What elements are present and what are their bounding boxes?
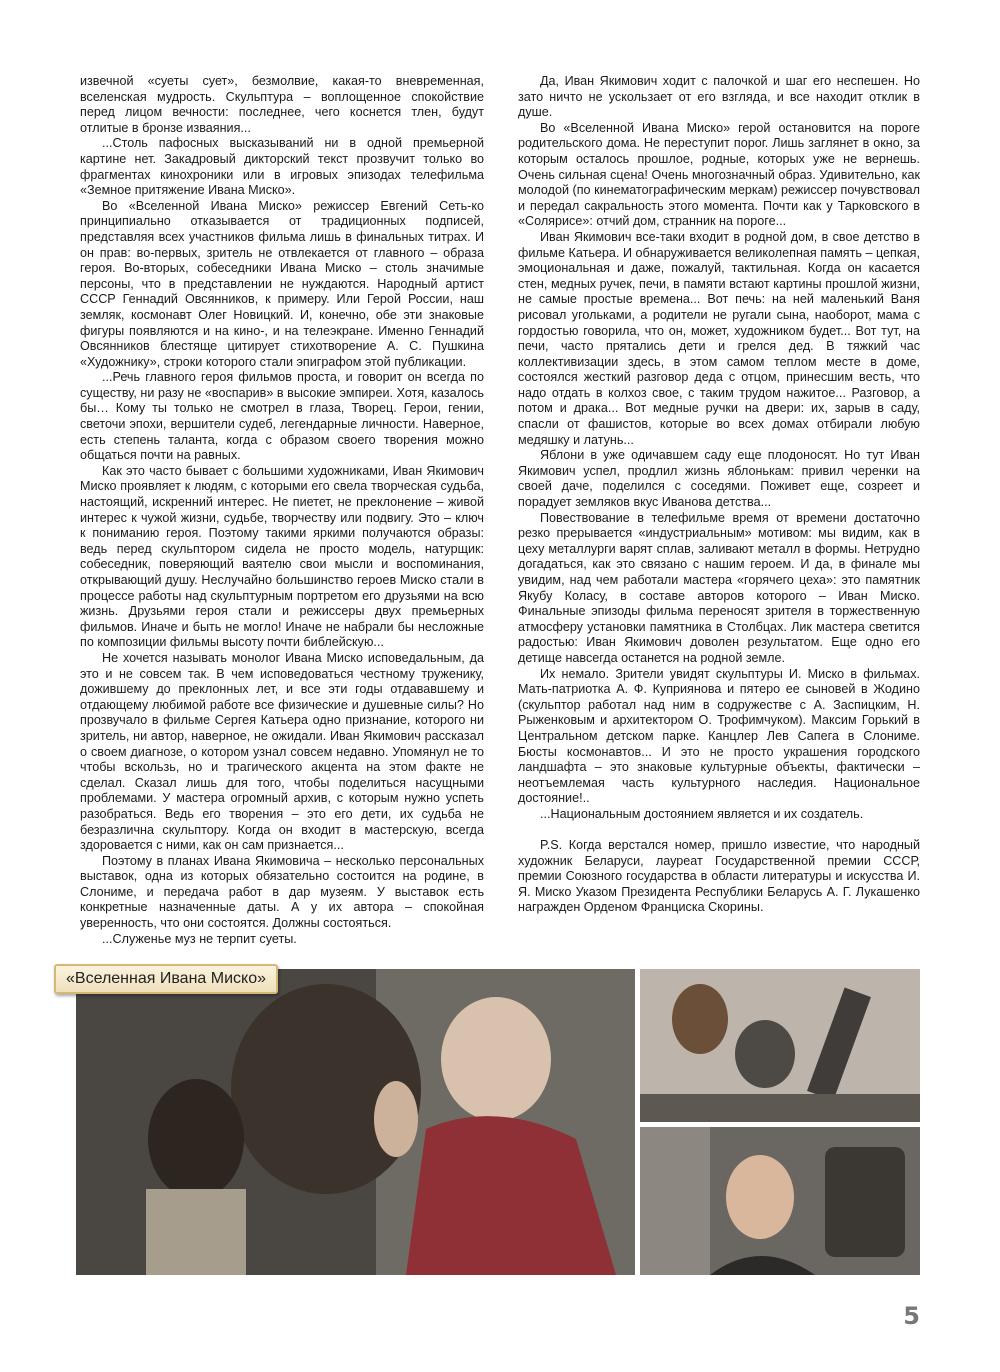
bust-pedestal [146,1189,246,1275]
photo-cosmonaut-illustration [640,969,920,1122]
article-column-left [80,74,484,947]
photo-caption-tag: «Вселенная Ивана Миско» [54,964,278,994]
article-column-right [518,74,920,916]
paragraph: ...Столь пафосных высказываний ни в одной премьерной картине нет. Закадровый дикторский текст прозвучит только во фрагментах кинохроники или в игровых эпизодах телефильма «Земное притяжение Ивана Миско». [80,136,484,198]
paragraph: Повествование в телефильме время от времени достаточно резко прерывается «индустриальным» мотивом: мы видим, как в цеху металлурги варят сплав, заливают металл в формы. Нетрудно догадаться, как это связано с нашим героем. И да, в финале мы увидим, над чем работали мастера «горячего цеха»: это памятник Якубу Коласу, в составе авторов которого – Иван Миско. Финальные эпизоды фильма переносят зрителя в торжественную атмосферу установки памятника в Столбцах. Лик мастера светится радостью: Иван Якимович доволен результатом. Еще одно его детище навсегда останется на родной земле. [518,510,920,665]
bust-head [672,984,728,1054]
sculptor-face [441,997,551,1121]
paragraph: Да, Иван Якимович ходит с палочкой и шаг его неспешен. Но зато ничто не ускользает от его взгляда, и все находит отклик в душе. [518,74,920,120]
plaster-relief [640,1127,710,1275]
photo-director-portrait [640,1127,920,1275]
paragraph: Иван Якимович все-таки входит в родной дом, в свое детство в фильме Катьера. И обнаруживается великолепная память – цепкая, эмоциональная и даже, пожалуй, тактильная. Когда он касается стен, медных ручек, печи, в памяти встают картины прошлой жизни, не самые простые времена... Вот печь: на ней маленький Ваня рисовал угольками, а родители не ругали сына, наоборот, мама с гордостью говорила, что он, может, художником будет... Вот тут, на печи, часто прятались дети и грелся дед. В тяжкий час коллективизации здесь, в этом самом теплом месте в доме, состоялся жесткий разговор деда с отцом, принесшим весть, что надо отдать в колхоз свое, с таким трудом нажитое... Разговор, а потом и драка... Вот медные ручки на двери: их, зарыв в саду, спасли от фашистов, которые во всех домах отбирали любую медяшку и латунь... [518,229,920,447]
photo-sculptor-with-busts [76,969,635,1275]
page-number: 5 [903,1302,920,1330]
paragraph: ...Национальным достоянием является и их создатель. [540,806,864,821]
paragraph: Яблони в уже одичавшем саду еще плодоносят. Но тут Иван Якимович успел, продлил жизнь яблонькам: привил черенки на своей даче, поделился с соседями. Поживет еще, созреет и порадует земляков вкус Иванова детства... [518,448,920,510]
paragraph: извечной «суеты сует», безмолвие, какая-то вневременная, вселенская мудрость. Скульптура – воплощенное спокойствие перед лицом вечности: последнее, чего коснется тлен, будут отлитые в бронзе изваяния... [80,74,484,135]
small-bust-head [148,1079,244,1199]
cosmonaut-helmet [735,1020,795,1088]
paragraph: Поэтому в планах Ивана Якимовича – несколько персональных выставок, одна из которых обязательно состоится на родине, в Слониме, и передача работ в дар музеям. У выставок есть конкретные назначенные даты. А у их автора – спокойная уверенность, что они состоятся. Должны состояться. [80,853,484,931]
postscript: P.S. Когда верстался номер, пришло известие, что народный художник Беларуси, лауреат Государственной премии СССР, премии Союзного государства в области литературы и искусства И. Я. Миско Указом Президента Республики Беларусь А. Г. Лукашенко награжден Орденом Франциска Скорины. [518,838,920,915]
bronze-relief [825,1147,905,1257]
photo-sculptor-illustration [76,969,635,1275]
work-table [640,1094,920,1122]
sculptor-hand [374,1081,418,1157]
paragraph: Как это часто бывает с большими художниками, Иван Якимович Миско проявляет к людям, с которыми его свела творческая судьба, настоящий, искренний интерес. Не пиетет, не преклонение – живой интерес к чужой жизни, судьбе, творчеству или подвигу. Это – ключ к пониманию героя. Поэтому такими яркими получаются образы: ведь перед скульптором сидела не просто модель, натурщик: собеседник, поверяющий ваятелю свои мысли и воспоминания, открывающий душу. Неслучайно большинство героев Миско стали в процессе работы над скульптурным портретом его друзьями на всю жизнь. Друзьями героя стали и режиссеры двух премьерных фильмов. Иначе и быть не могло! Иначе не набрали бы несложные по композиции фильмы высоту почти библейскую... [80,463,484,650]
paragraph: Во «Вселенной Ивана Миско» герой остановится на пороге родительского дома. Не переступит порог. Лишь заглянет в окно, за которым осталось прошлое, родные, которых уже не вернешь. Очень сильная сцена! Очень многозначный образ. Удивительно, как молодой (по кинематографическим меркам) режиссер почувствовал и передал сакральность этого момента. Почти как у Тарковского в «Солярисе»: отчий дом, странник на пороге... [518,120,920,229]
photo-cosmonaut-sculpture [640,969,920,1122]
director-face [726,1155,794,1239]
photo-director-illustration [640,1127,920,1275]
paragraph: ...Служенье муз не терпит суеты. [102,931,297,946]
paragraph: Их немало. Зрители увидят скульптуры И. Миско в фильмах. Мать-патриотка А. Ф. Куприянова и пятеро ее сыновей в Жодино (скульптор работал над ним в содружестве с А. Заспицким, Н. Рыженковым и архитектором О. Трофимчуком). Максим Горький в Центральном детском парке. Канцлер Лев Сапега в Слониме. Бюсты космонавтов... И это не просто украшения городского ландшафта – это знаковые культурные объекты, фактически – неотъемлемая часть культурного наследия. Национальное достояние!.. [518,666,920,806]
paragraph: Не хочется называть монолог Ивана Миско исповедальным, да это и не совсем так. В чем исповедоваться честному труженику, дожившему до преклонных лет, и все эти годы отдававшему и отдающему любимой работе все физические и душевные силы? Но прозвучало в фильме Сергея Катьера одно признание, которого ни зритель, ни автор, наверное, не ожидали. Иван Якимович рассказал о своем диагнозе, о котором узнал совсем недавно. Упомянул не то чтобы вскользь, но и трагического акцента на этом факте не сделал. Сказал лишь для того, чтобы поделиться насущными проблемами. У мастера огромный архив, с которым нужно успеть разобраться. Ведь его творения – это его дети, их судьба не безразлична скульптору. Когда он входит в мастерскую, всегда здоровается с ними, как он сам признается... [80,650,484,853]
paragraph: ...Речь главного героя фильмов проста, и говорит он всегда по существу, ни разу не «воспарив» в высокие эмпиреи. Хотя, казалось бы… Кому ты только не смотрел в глаза, Творец. Герои, гении, светочи эпохи, вершители судеб, легендарные личности. Наверное, есть степень таланта, когда с образом своего творения можно общаться почти на равных. [80,370,484,463]
paragraph: Во «Вселенной Ивана Миско» режиссер Евгений Сеть-ко принципиально отказывается от традиционных подписей, представляя всех участников фильма лишь в финальных титрах. И он прав: во-первых, зритель не отвлекается от главного – образа героя. Во-вторых, собеседники Ивана Миско – столь значимые персоны, что в представлении не нуждаются. Народный артист СССР Геннадий Овсянников, к примеру. Или Герой России, наш земляк, космонавт Олег Новицкий. И, конечно, обе эти знаковые фигуры появляются и на кино-, и на телеэкране. Именно Геннадий Овсянников блестяще цитирует стихотворение А. С. Пушкина «Художнику», строки которого стали эпиграфом этой публикации. [80,198,484,369]
